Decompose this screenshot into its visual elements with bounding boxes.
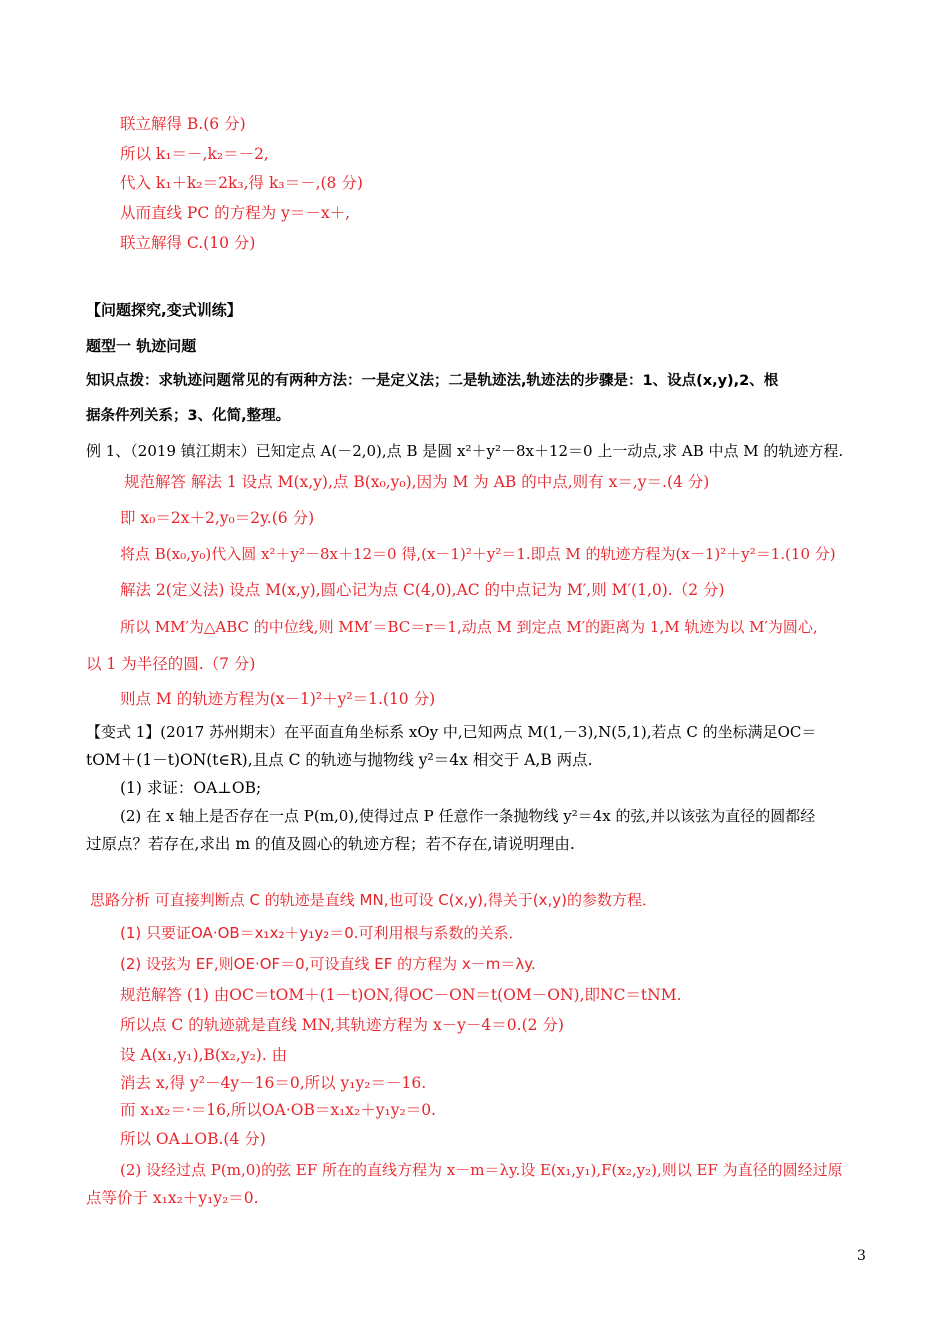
variant-question: (1) 求证：OA⊥OB; [120, 779, 262, 797]
analysis-line: (2) 设弦为 EF,则OE·OF＝0,可设直线 EF 的方程为 x－m＝λy. [120, 955, 536, 973]
text-line: 从而直线 PC 的方程为 y＝－x＋, [120, 204, 350, 222]
variant-question: 过原点？若存在,求出 m 的值及圆心的轨迹方程；若不存在,请说明理由. [86, 835, 575, 853]
variant-question: tOM＋(1－t)ON(t∈R),且点 C 的轨迹与抛物线 y²＝4x 相交于 A,B 两点. [86, 751, 593, 769]
solution-line: 而 x₁x₂＝·＝16,所以OA·OB＝x₁x₂＋y₁y₂＝0. [120, 1101, 436, 1119]
tip-line: 知识点拨：求轨迹问题常见的有两种方法：一是定义法；二是轨迹法,轨迹法的步骤是：1、设点(x,y),2、根 [86, 373, 779, 389]
analysis-line: 思路分析 可直接判断点 C 的轨迹是直线 MN,也可设 C(x,y),得关于(x,y)的参数方程． [90, 891, 657, 909]
solution-line: 规范解答 (1) 由OC＝tOM＋(1－t)ON,得OC－ON＝t(OM－ON),即NC＝tNM. [120, 986, 682, 1004]
solution-line: 则点 M 的轨迹方程为(x－1)²＋y²＝1.(10 分) [120, 690, 436, 708]
example-question: 例 1、（2019 镇江期末）已知定点 A(－2,0),点 B 是圆 x²＋y²－8x＋12＝0 上一动点,求 AB 中点 M 的轨迹方程. [86, 442, 844, 460]
type-heading: 题型一 轨迹问题 [86, 337, 197, 355]
solution-line: (2) 设经过点 P(m,0)的弦 EF 所在的直线方程为 x－m＝λy.设 E(x₁,y₁),F(x₂,y₂),则以 EF 为直径的圆经过原 [120, 1161, 843, 1179]
text-line: 所以 k₁＝－,k₂＝－2, [120, 145, 269, 163]
variant-question: (2) 在 x 轴上是否存在一点 P(m,0),使得过点 P 任意作一条抛物线 y²＝4x 的弦,并以该弦为直径的圆都经 [120, 807, 816, 825]
solution-line: 以 1 为半径的圆.（7 分) [86, 655, 256, 673]
solution-line: 所以 MM′为△ABC 的中位线,则 MM′＝BC＝r＝1,动点 M 到定点 M′的距离为 1,M 轨迹为以 M′为圆心, [120, 618, 818, 636]
solution-line: 所以点 C 的轨迹就是直线 MN,其轨迹方程为 x－y－4＝0.(2 分) [120, 1016, 564, 1034]
solution-line: 将点 B(x₀,y₀)代入圆 x²＋y²－8x＋12＝0 得,(x－1)²＋y²＝1.即点 M 的轨迹方程为(x－1)²＋y²＝1.(10 分) [120, 545, 836, 563]
analysis-line: (1) 只要证OA·OB＝x₁x₂＋y₁y₂＝0.可利用根与系数的关系． [120, 924, 524, 942]
page-number: 3 [857, 1248, 866, 1264]
text-line: 联立解得 B.(6 分) [120, 115, 246, 133]
solution-line: 规范解答 解法 1 设点 M(x,y),点 B(x₀,y₀),因为 M 为 AB 的中点,则有 x＝,y＝.(4 分) [124, 473, 710, 491]
solution-line: 消去 x,得 y²－4y－16＝0,所以 y₁y₂＝－16. [120, 1074, 427, 1092]
tip-line: 据条件列关系；3、化简,整理。 [86, 408, 291, 424]
section-heading: 【问题探究,变式训练】 [86, 301, 242, 319]
solution-line: 设 A(x₁,y₁),B(x₂,y₂). 由 [120, 1046, 288, 1064]
solution-line: 点等价于 x₁x₂＋y₁y₂＝0. [86, 1189, 259, 1207]
solution-line: 所以 OA⊥OB.(4 分) [120, 1130, 266, 1148]
variant-question: 【变式 1】(2017 苏州期末）在平面直角坐标系 xOy 中,已知两点 M(1,－3),N(5,1),若点 C 的坐标满足OC＝ [86, 723, 817, 741]
solution-line: 解法 2(定义法) 设点 M(x,y),圆心记为点 C(4,0),AC 的中点记为 M′,则 M′(1,0).（2 分) [120, 581, 725, 599]
solution-line: 即 x₀＝2x＋2,y₀＝2y.(6 分) [120, 509, 315, 527]
text-line: 代入 k₁＋k₂＝2k₃,得 k₃＝－,(8 分) [120, 174, 363, 192]
text-line: 联立解得 C.(10 分) [120, 234, 256, 252]
